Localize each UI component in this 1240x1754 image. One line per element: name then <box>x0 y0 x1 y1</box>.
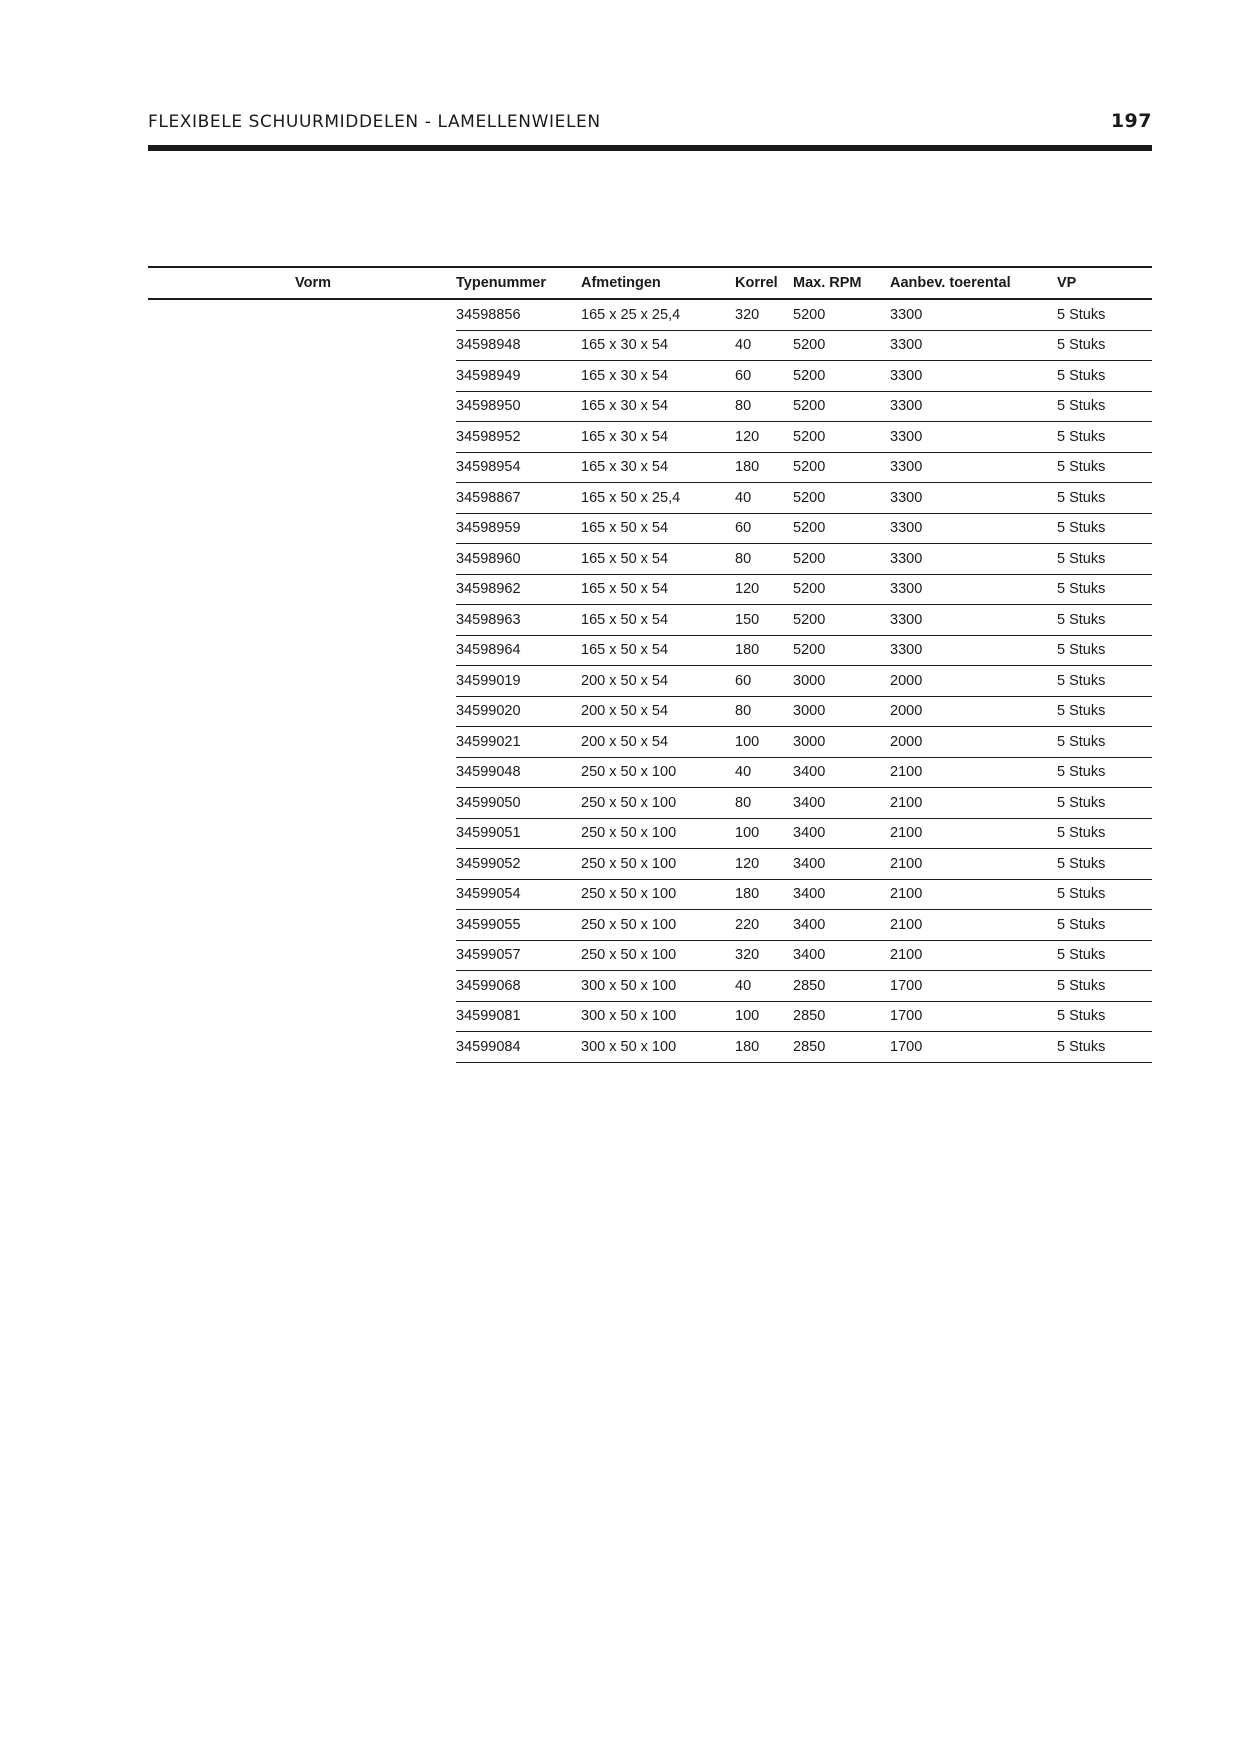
cell-max-rpm: 2850 <box>793 1001 890 1032</box>
cell-aanbev-toerental: 1700 <box>890 971 1057 1002</box>
cell-aanbev-toerental: 2100 <box>890 818 1057 849</box>
cell-max-rpm: 5200 <box>793 574 890 605</box>
cell-vp: 5 Stuks <box>1057 605 1152 636</box>
cell-afmetingen: 165 x 25 x 25,4 <box>581 299 735 330</box>
cell-vp: 5 Stuks <box>1057 727 1152 758</box>
cell-vp: 5 Stuks <box>1057 635 1152 666</box>
cell-korrel: 40 <box>735 757 793 788</box>
cell-afmetingen: 300 x 50 x 100 <box>581 971 735 1002</box>
cell-afmetingen: 165 x 50 x 54 <box>581 544 735 575</box>
cell-vp: 5 Stuks <box>1057 849 1152 880</box>
cell-typenummer: 34599048 <box>456 757 581 788</box>
cell-vp: 5 Stuks <box>1057 391 1152 422</box>
cell-afmetingen: 165 x 30 x 54 <box>581 391 735 422</box>
cell-typenummer: 34598867 <box>456 483 581 514</box>
cell-aanbev-toerental: 3300 <box>890 361 1057 392</box>
cell-typenummer: 34599054 <box>456 879 581 910</box>
cell-korrel: 120 <box>735 849 793 880</box>
column-header-aanbev-toerental: Aanbev. toerental <box>890 267 1057 299</box>
cell-max-rpm: 3400 <box>793 940 890 971</box>
column-header-max-rpm: Max. RPM <box>793 267 890 299</box>
cell-typenummer: 34599081 <box>456 1001 581 1032</box>
cell-max-rpm: 3000 <box>793 666 890 697</box>
cell-vp: 5 Stuks <box>1057 422 1152 453</box>
cell-max-rpm: 5200 <box>793 361 890 392</box>
cell-korrel: 220 <box>735 910 793 941</box>
cell-korrel: 80 <box>735 544 793 575</box>
column-header-vp: VP <box>1057 267 1152 299</box>
cell-afmetingen: 300 x 50 x 100 <box>581 1032 735 1063</box>
cell-korrel: 40 <box>735 483 793 514</box>
cell-korrel: 120 <box>735 574 793 605</box>
cell-afmetingen: 250 x 50 x 100 <box>581 818 735 849</box>
cell-aanbev-toerental: 2100 <box>890 910 1057 941</box>
column-header-typenummer: Typenummer <box>456 267 581 299</box>
page-header <box>148 110 1152 136</box>
cell-afmetingen: 250 x 50 x 100 <box>581 879 735 910</box>
vorm-image-cell <box>148 299 456 1062</box>
cell-aanbev-toerental: 1700 <box>890 1001 1057 1032</box>
cell-afmetingen: 165 x 50 x 25,4 <box>581 483 735 514</box>
cell-aanbev-toerental: 2100 <box>890 940 1057 971</box>
cell-typenummer: 34599057 <box>456 940 581 971</box>
cell-korrel: 120 <box>735 422 793 453</box>
cell-typenummer: 34598959 <box>456 513 581 544</box>
cell-max-rpm: 3400 <box>793 818 890 849</box>
cell-max-rpm: 3400 <box>793 757 890 788</box>
cell-aanbev-toerental: 3300 <box>890 605 1057 636</box>
cell-typenummer: 34599055 <box>456 910 581 941</box>
cell-vp: 5 Stuks <box>1057 940 1152 971</box>
cell-max-rpm: 5200 <box>793 330 890 361</box>
cell-typenummer: 34599052 <box>456 849 581 880</box>
column-header-korrel: Korrel <box>735 267 793 299</box>
cell-aanbev-toerental: 2100 <box>890 849 1057 880</box>
cell-afmetingen: 250 x 50 x 100 <box>581 910 735 941</box>
cell-korrel: 40 <box>735 330 793 361</box>
cell-max-rpm: 5200 <box>793 391 890 422</box>
cell-aanbev-toerental: 2000 <box>890 727 1057 758</box>
cell-vp: 5 Stuks <box>1057 299 1152 330</box>
cell-typenummer: 34598950 <box>456 391 581 422</box>
cell-korrel: 100 <box>735 818 793 849</box>
cell-aanbev-toerental: 3300 <box>890 452 1057 483</box>
cell-korrel: 320 <box>735 940 793 971</box>
cell-afmetingen: 165 x 50 x 54 <box>581 513 735 544</box>
cell-typenummer: 34598856 <box>456 299 581 330</box>
cell-vp: 5 Stuks <box>1057 574 1152 605</box>
cell-korrel: 60 <box>735 666 793 697</box>
cell-korrel: 150 <box>735 605 793 636</box>
cell-vp: 5 Stuks <box>1057 757 1152 788</box>
cell-vp: 5 Stuks <box>1057 452 1152 483</box>
cell-max-rpm: 3400 <box>793 879 890 910</box>
cell-typenummer: 34599020 <box>456 696 581 727</box>
cell-vp: 5 Stuks <box>1057 971 1152 1002</box>
cell-aanbev-toerental: 3300 <box>890 574 1057 605</box>
cell-typenummer: 34599068 <box>456 971 581 1002</box>
cell-afmetingen: 250 x 50 x 100 <box>581 757 735 788</box>
cell-aanbev-toerental: 3300 <box>890 299 1057 330</box>
cell-typenummer: 34598954 <box>456 452 581 483</box>
cell-typenummer: 34598960 <box>456 544 581 575</box>
cell-typenummer: 34599021 <box>456 727 581 758</box>
cell-max-rpm: 3400 <box>793 910 890 941</box>
cell-afmetingen: 200 x 50 x 54 <box>581 666 735 697</box>
cell-aanbev-toerental: 2000 <box>890 696 1057 727</box>
cell-max-rpm: 3000 <box>793 696 890 727</box>
cell-max-rpm: 5200 <box>793 544 890 575</box>
cell-afmetingen: 165 x 30 x 54 <box>581 452 735 483</box>
cell-max-rpm: 5200 <box>793 635 890 666</box>
cell-aanbev-toerental: 3300 <box>890 391 1057 422</box>
cell-aanbev-toerental: 3300 <box>890 330 1057 361</box>
cell-max-rpm: 2850 <box>793 1032 890 1063</box>
cell-korrel: 320 <box>735 299 793 330</box>
cell-afmetingen: 165 x 50 x 54 <box>581 574 735 605</box>
table-body <box>148 299 1152 1062</box>
cell-korrel: 180 <box>735 635 793 666</box>
cell-aanbev-toerental: 3300 <box>890 483 1057 514</box>
cell-typenummer: 34599051 <box>456 818 581 849</box>
cell-typenummer: 34598963 <box>456 605 581 636</box>
cell-typenummer: 34598962 <box>456 574 581 605</box>
cell-max-rpm: 5200 <box>793 483 890 514</box>
cell-max-rpm: 5200 <box>793 299 890 330</box>
cell-typenummer: 34599084 <box>456 1032 581 1063</box>
cell-korrel: 40 <box>735 971 793 1002</box>
cell-korrel: 180 <box>735 452 793 483</box>
cell-aanbev-toerental: 3300 <box>890 635 1057 666</box>
cell-afmetingen: 250 x 50 x 100 <box>581 788 735 819</box>
cell-korrel: 180 <box>735 1032 793 1063</box>
cell-korrel: 60 <box>735 513 793 544</box>
cell-korrel: 80 <box>735 788 793 819</box>
cell-max-rpm: 3400 <box>793 788 890 819</box>
cell-aanbev-toerental: 2000 <box>890 666 1057 697</box>
cell-afmetingen: 300 x 50 x 100 <box>581 1001 735 1032</box>
cell-aanbev-toerental: 1700 <box>890 1032 1057 1063</box>
page-number: 197 <box>1110 110 1152 132</box>
section-title: FLEXIBELE SCHUURMIDDELEN - LAMELLENWIELEN <box>148 112 601 132</box>
table-header-row <box>148 267 1152 299</box>
cell-aanbev-toerental: 2100 <box>890 788 1057 819</box>
cell-max-rpm: 3000 <box>793 727 890 758</box>
cell-max-rpm: 3400 <box>793 849 890 880</box>
cell-vp: 5 Stuks <box>1057 361 1152 392</box>
cell-korrel: 80 <box>735 696 793 727</box>
cell-typenummer: 34598952 <box>456 422 581 453</box>
cell-korrel: 100 <box>735 727 793 758</box>
cell-afmetingen: 165 x 30 x 54 <box>581 330 735 361</box>
cell-typenummer: 34598948 <box>456 330 581 361</box>
cell-vp: 5 Stuks <box>1057 910 1152 941</box>
cell-afmetingen: 250 x 50 x 100 <box>581 940 735 971</box>
cell-vp: 5 Stuks <box>1057 483 1152 514</box>
cell-korrel: 60 <box>735 361 793 392</box>
cell-typenummer: 34599019 <box>456 666 581 697</box>
cell-aanbev-toerental: 3300 <box>890 544 1057 575</box>
cell-korrel: 80 <box>735 391 793 422</box>
cell-vp: 5 Stuks <box>1057 879 1152 910</box>
cell-aanbev-toerental: 2100 <box>890 879 1057 910</box>
cell-korrel: 180 <box>735 879 793 910</box>
table-row <box>148 299 1152 330</box>
header-rule <box>148 145 1152 151</box>
cell-aanbev-toerental: 3300 <box>890 513 1057 544</box>
cell-vp: 5 Stuks <box>1057 330 1152 361</box>
cell-typenummer: 34599050 <box>456 788 581 819</box>
cell-max-rpm: 5200 <box>793 513 890 544</box>
cell-vp: 5 Stuks <box>1057 696 1152 727</box>
cell-vp: 5 Stuks <box>1057 1001 1152 1032</box>
cell-afmetingen: 165 x 30 x 54 <box>581 422 735 453</box>
cell-vp: 5 Stuks <box>1057 788 1152 819</box>
cell-afmetingen: 165 x 50 x 54 <box>581 635 735 666</box>
cell-max-rpm: 5200 <box>793 422 890 453</box>
cell-afmetingen: 165 x 30 x 54 <box>581 361 735 392</box>
cell-max-rpm: 2850 <box>793 971 890 1002</box>
cell-korrel: 100 <box>735 1001 793 1032</box>
cell-afmetingen: 250 x 50 x 100 <box>581 849 735 880</box>
cell-max-rpm: 5200 <box>793 605 890 636</box>
cell-vp: 5 Stuks <box>1057 818 1152 849</box>
cell-vp: 5 Stuks <box>1057 513 1152 544</box>
cell-typenummer: 34598949 <box>456 361 581 392</box>
cell-aanbev-toerental: 2100 <box>890 757 1057 788</box>
column-header-afmetingen: Afmetingen <box>581 267 735 299</box>
cell-afmetingen: 200 x 50 x 54 <box>581 696 735 727</box>
cell-typenummer: 34598964 <box>456 635 581 666</box>
product-table <box>148 266 1152 1063</box>
cell-afmetingen: 165 x 50 x 54 <box>581 605 735 636</box>
cell-afmetingen: 200 x 50 x 54 <box>581 727 735 758</box>
cell-max-rpm: 5200 <box>793 452 890 483</box>
cell-vp: 5 Stuks <box>1057 1032 1152 1063</box>
cell-vp: 5 Stuks <box>1057 666 1152 697</box>
cell-vp: 5 Stuks <box>1057 544 1152 575</box>
cell-aanbev-toerental: 3300 <box>890 422 1057 453</box>
column-header-vorm: Vorm <box>148 267 456 299</box>
